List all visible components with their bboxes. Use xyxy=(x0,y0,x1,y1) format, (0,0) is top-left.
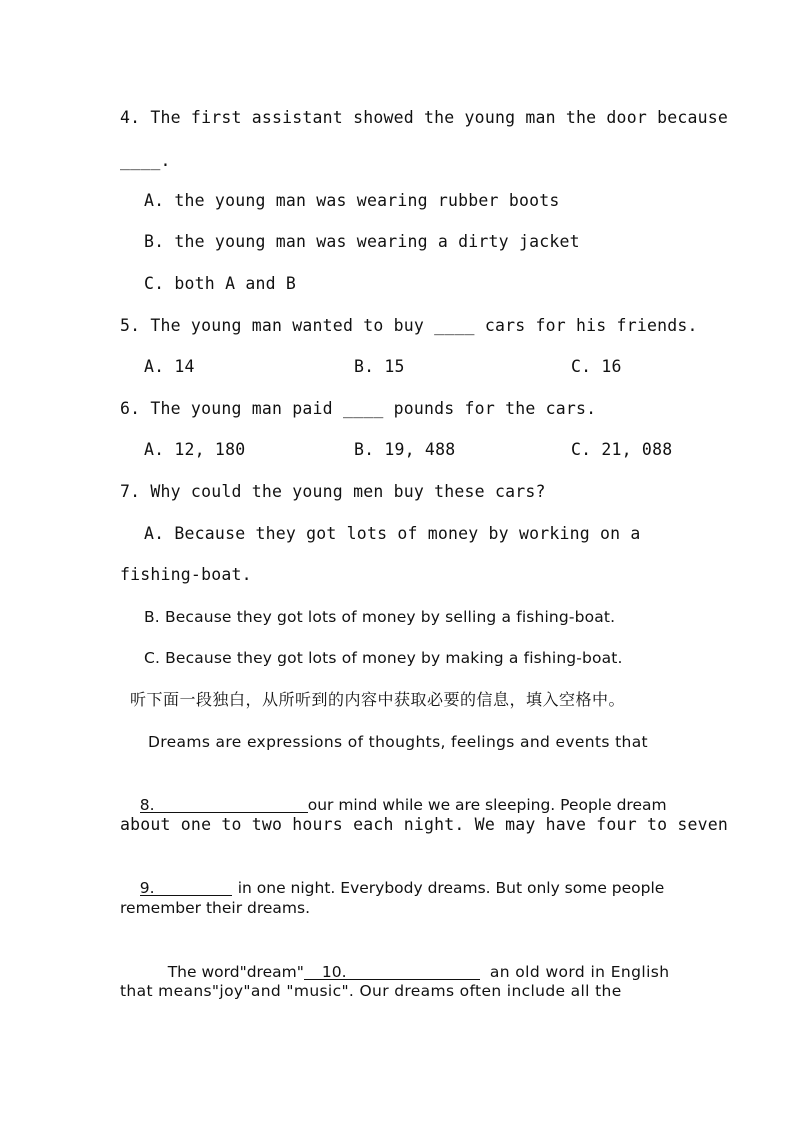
blank-8[interactable] xyxy=(140,794,308,813)
question-6-stem: 6. The young man paid ____ pounds for the cars. xyxy=(120,399,597,418)
passage-line-6-start: The word"dream" xyxy=(167,963,304,981)
question-7-option-a-continued: fishing-boat. xyxy=(120,565,252,584)
question-4-option-a: A. the young man was wearing rubber boots xyxy=(144,191,560,210)
passage-line-1: Dreams are expressions of thoughts, feelings and events that xyxy=(148,733,648,751)
blank-8-number: 8. xyxy=(139,796,155,814)
question-4-stem xyxy=(120,107,729,129)
question-4-blank: ____. xyxy=(120,151,171,170)
blank-9-number: 9. xyxy=(139,879,155,897)
question-6-option-a: A. 12, 180 xyxy=(144,440,246,459)
blank-9[interactable] xyxy=(140,877,232,896)
question-7-option-a xyxy=(144,523,641,545)
question-4-option-b: B. the young man was wearing a dirty jacket xyxy=(144,232,580,251)
question-5-stem: 5. The young man wanted to buy ____ cars for his friends. xyxy=(120,316,698,335)
passage-line-7: that means"joy"and "music". Our dreams often include all the xyxy=(120,982,622,1000)
passage-line-6-text: an old word in English xyxy=(489,963,670,981)
passage-line-5: remember their dreams. xyxy=(120,899,311,917)
passage-line-2-text: our mind while we are sleeping. People dream xyxy=(307,796,667,814)
question-7-stem: 7. Why could the young men buy these cars? xyxy=(120,482,546,501)
blank-10[interactable] xyxy=(304,961,480,980)
passage-line-3-text: about one to two hours each night. We may have four to seven xyxy=(120,815,729,834)
question-6-option-c: C. 21, 088 xyxy=(571,440,673,459)
question-7-option-a-text: A. Because they got lots of money by working on a xyxy=(144,524,641,543)
question-4-stem-text: 4. The first assistant showed the young man the door because xyxy=(120,108,729,127)
passage-line-4-text: in one night. Everybody dreams. But only some people xyxy=(237,879,665,897)
question-6-option-b: B. 19, 488 xyxy=(354,440,456,459)
blank-10-number: 10. xyxy=(321,963,347,981)
passage-line-3 xyxy=(120,814,729,836)
question-5-option-c: C. 16 xyxy=(571,357,622,376)
question-7-option-b: B. Because they got lots of money by selling a fishing-boat. xyxy=(144,608,616,626)
question-7-option-c: C. Because they got lots of money by making a fishing-boat. xyxy=(144,649,623,667)
section-instruction: 听下面一段独白，从所听到的内容中获取必要的信息，填入空格中。 xyxy=(130,690,626,709)
question-5-option-a: A. 14 xyxy=(144,357,195,376)
question-4-option-c: C. both A and B xyxy=(144,274,297,293)
question-5-option-b: B. 15 xyxy=(354,357,405,376)
